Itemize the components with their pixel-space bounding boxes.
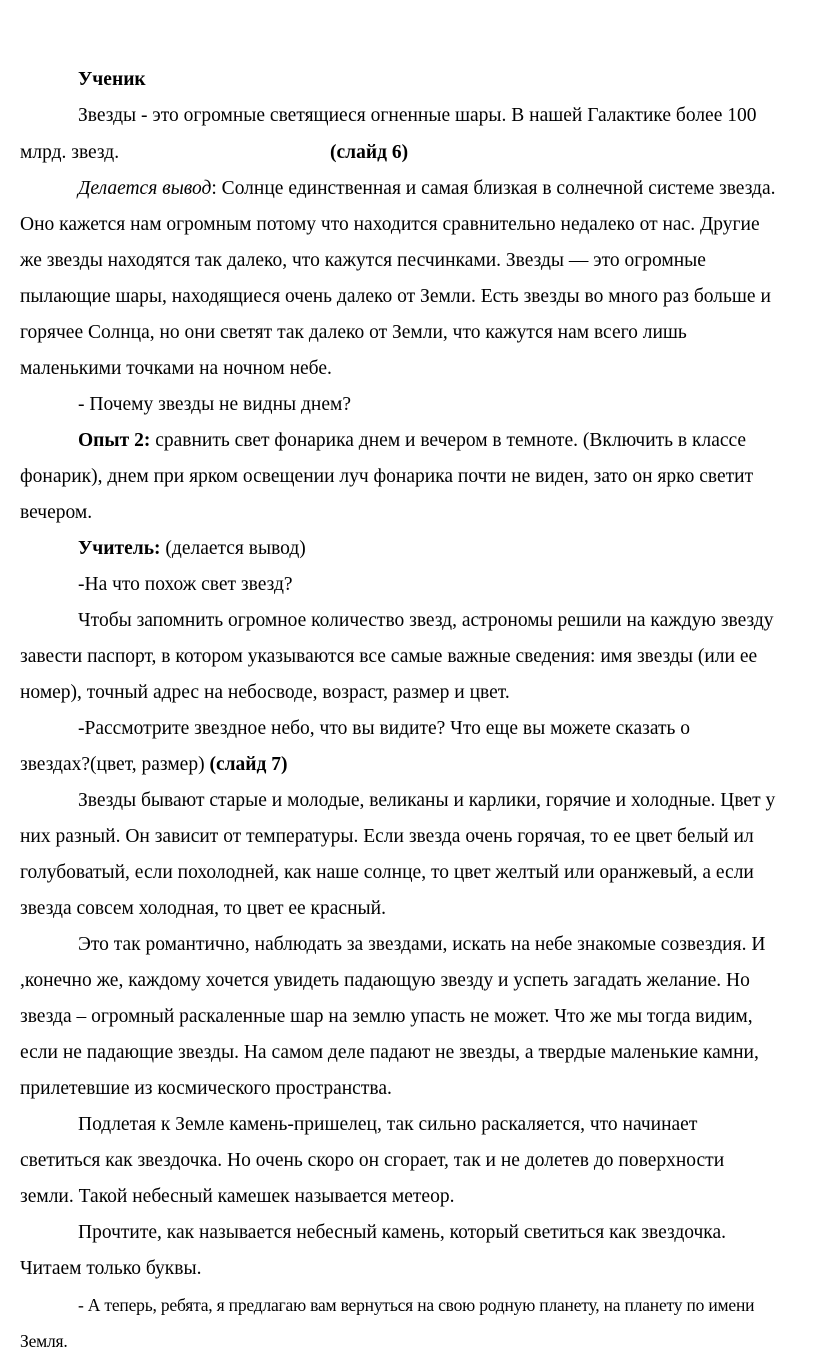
paragraph-line: -Рассмотрите звездное небо, что вы видите? Что еще вы можете сказать о — [78, 718, 691, 739]
paragraph-line: прилетевшие из космического пространства. — [20, 1078, 392, 1099]
text-run: млрд. звезд. — [20, 142, 120, 163]
slide-reference: (слайд 6) — [330, 142, 409, 163]
text-run: : Солнце единственная и самая близкая в солнечной системе звезда. — [211, 178, 776, 199]
experiment-label: Опыт 2: — [78, 430, 151, 451]
paragraph-line: Прочтите, как называется небесный камень, который светиться как звездочка. — [78, 1222, 727, 1243]
paragraph-line: горячее Солнца, но они светят так далеко от Земли, что кажутся нам всего лишь — [20, 322, 687, 343]
paragraph-line: вечером. — [20, 502, 93, 523]
text-run: (делается вывод) — [160, 538, 306, 559]
slide-reference: (слайд 7) — [209, 754, 288, 775]
paragraph-line: светиться как звездочка. Но очень скоро он сгорает, так и не долетев до поверхности — [20, 1150, 725, 1171]
question-line: - Почему звезды не видны днем? — [78, 394, 352, 415]
paragraph-line — [20, 141, 409, 165]
paragraph-line: Читаем только буквы. — [20, 1258, 202, 1279]
conclusion-label: Делается вывод — [78, 178, 212, 199]
paragraph-line: завести паспорт, в котором указываются все самые важные сведения: имя звезды (или ее — [20, 646, 758, 667]
paragraph-line — [20, 753, 288, 777]
teacher-label: Учитель: — [78, 538, 161, 559]
paragraph-line: Подлетая к Земле камень-пришелец, так сильно раскаляется, что начинает — [78, 1114, 698, 1135]
paragraph-line: же звезды находятся так далеко, что кажутся песчинками. Звезды — это огромные — [20, 250, 706, 271]
paragraph-line: пылающие шары, находящиеся очень далеко от Земли. Есть звезды во много раз больше и — [20, 286, 771, 307]
paragraph-line: маленькими точками на ночном небе. — [20, 358, 332, 379]
paragraph-line: если не падающие звезды. На самом деле падают не звезды, а твердые маленькие камни, — [20, 1042, 759, 1063]
heading-student: Ученик — [78, 69, 146, 90]
paragraph-line: голубоватый, если похолодней, как наше солнце, то цвет желтый или оранжевый, а если — [20, 862, 754, 883]
text-run: звездах?(цвет, размер) — [20, 754, 210, 775]
paragraph-line: Звезды - это огромные светящиеся огненные шары. В нашей Галактике более 100 — [78, 105, 757, 126]
paragraph-line: - А теперь, ребята, я предлагаю вам вернуться на свою родную планету, на планету по имени — [78, 1295, 755, 1315]
paragraph-line: ,конечно же, каждому хочется увидеть падающую звезду и успеть загадать желание. Но — [20, 970, 750, 991]
paragraph-line — [78, 177, 776, 201]
question-line: -На что похож свет звезд? — [78, 574, 293, 595]
paragraph-line: номер), точный адрес на небосводе, возраст, размер и цвет. — [20, 682, 510, 703]
paragraph-line: Чтобы запомнить огромное количество звезд, астрономы решили на каждую звезду — [78, 610, 774, 631]
paragraph-line: них разный. Он зависит от температуры. Если звезда очень горячая, то ее цвет белый ил — [20, 826, 754, 847]
paragraph-line: Это так романтично, наблюдать за звездами, искать на небе знакомые созвездия. И — [78, 934, 766, 955]
paragraph-line: звезда совсем холодная, то цвет ее красный. — [20, 898, 386, 919]
paragraph-line: звезда – огромный раскаленные шар на землю упасть не может. Что же мы тогда видим, — [20, 1006, 753, 1027]
paragraph-line: Звезды бывают старые и молодые, великаны и карлики, горячие и холодные. Цвет у — [78, 790, 776, 811]
paragraph-line: фонарик), днем при ярком освещении луч фонарика почти не виден, зато он ярко светит — [20, 466, 754, 487]
paragraph-line: Оно кажется нам огромным потому что находится сравнительно недалеко от нас. Другие — [20, 214, 760, 235]
paragraph-line: Земля. — [20, 1331, 68, 1351]
text-run: сравнить свет фонарика днем и вечером в темноте. (Включить в классе — [150, 430, 747, 451]
paragraph-line — [78, 429, 746, 453]
paragraph-line — [78, 537, 306, 561]
paragraph-line: земли. Такой небесный камешек называется метеор. — [20, 1186, 455, 1207]
